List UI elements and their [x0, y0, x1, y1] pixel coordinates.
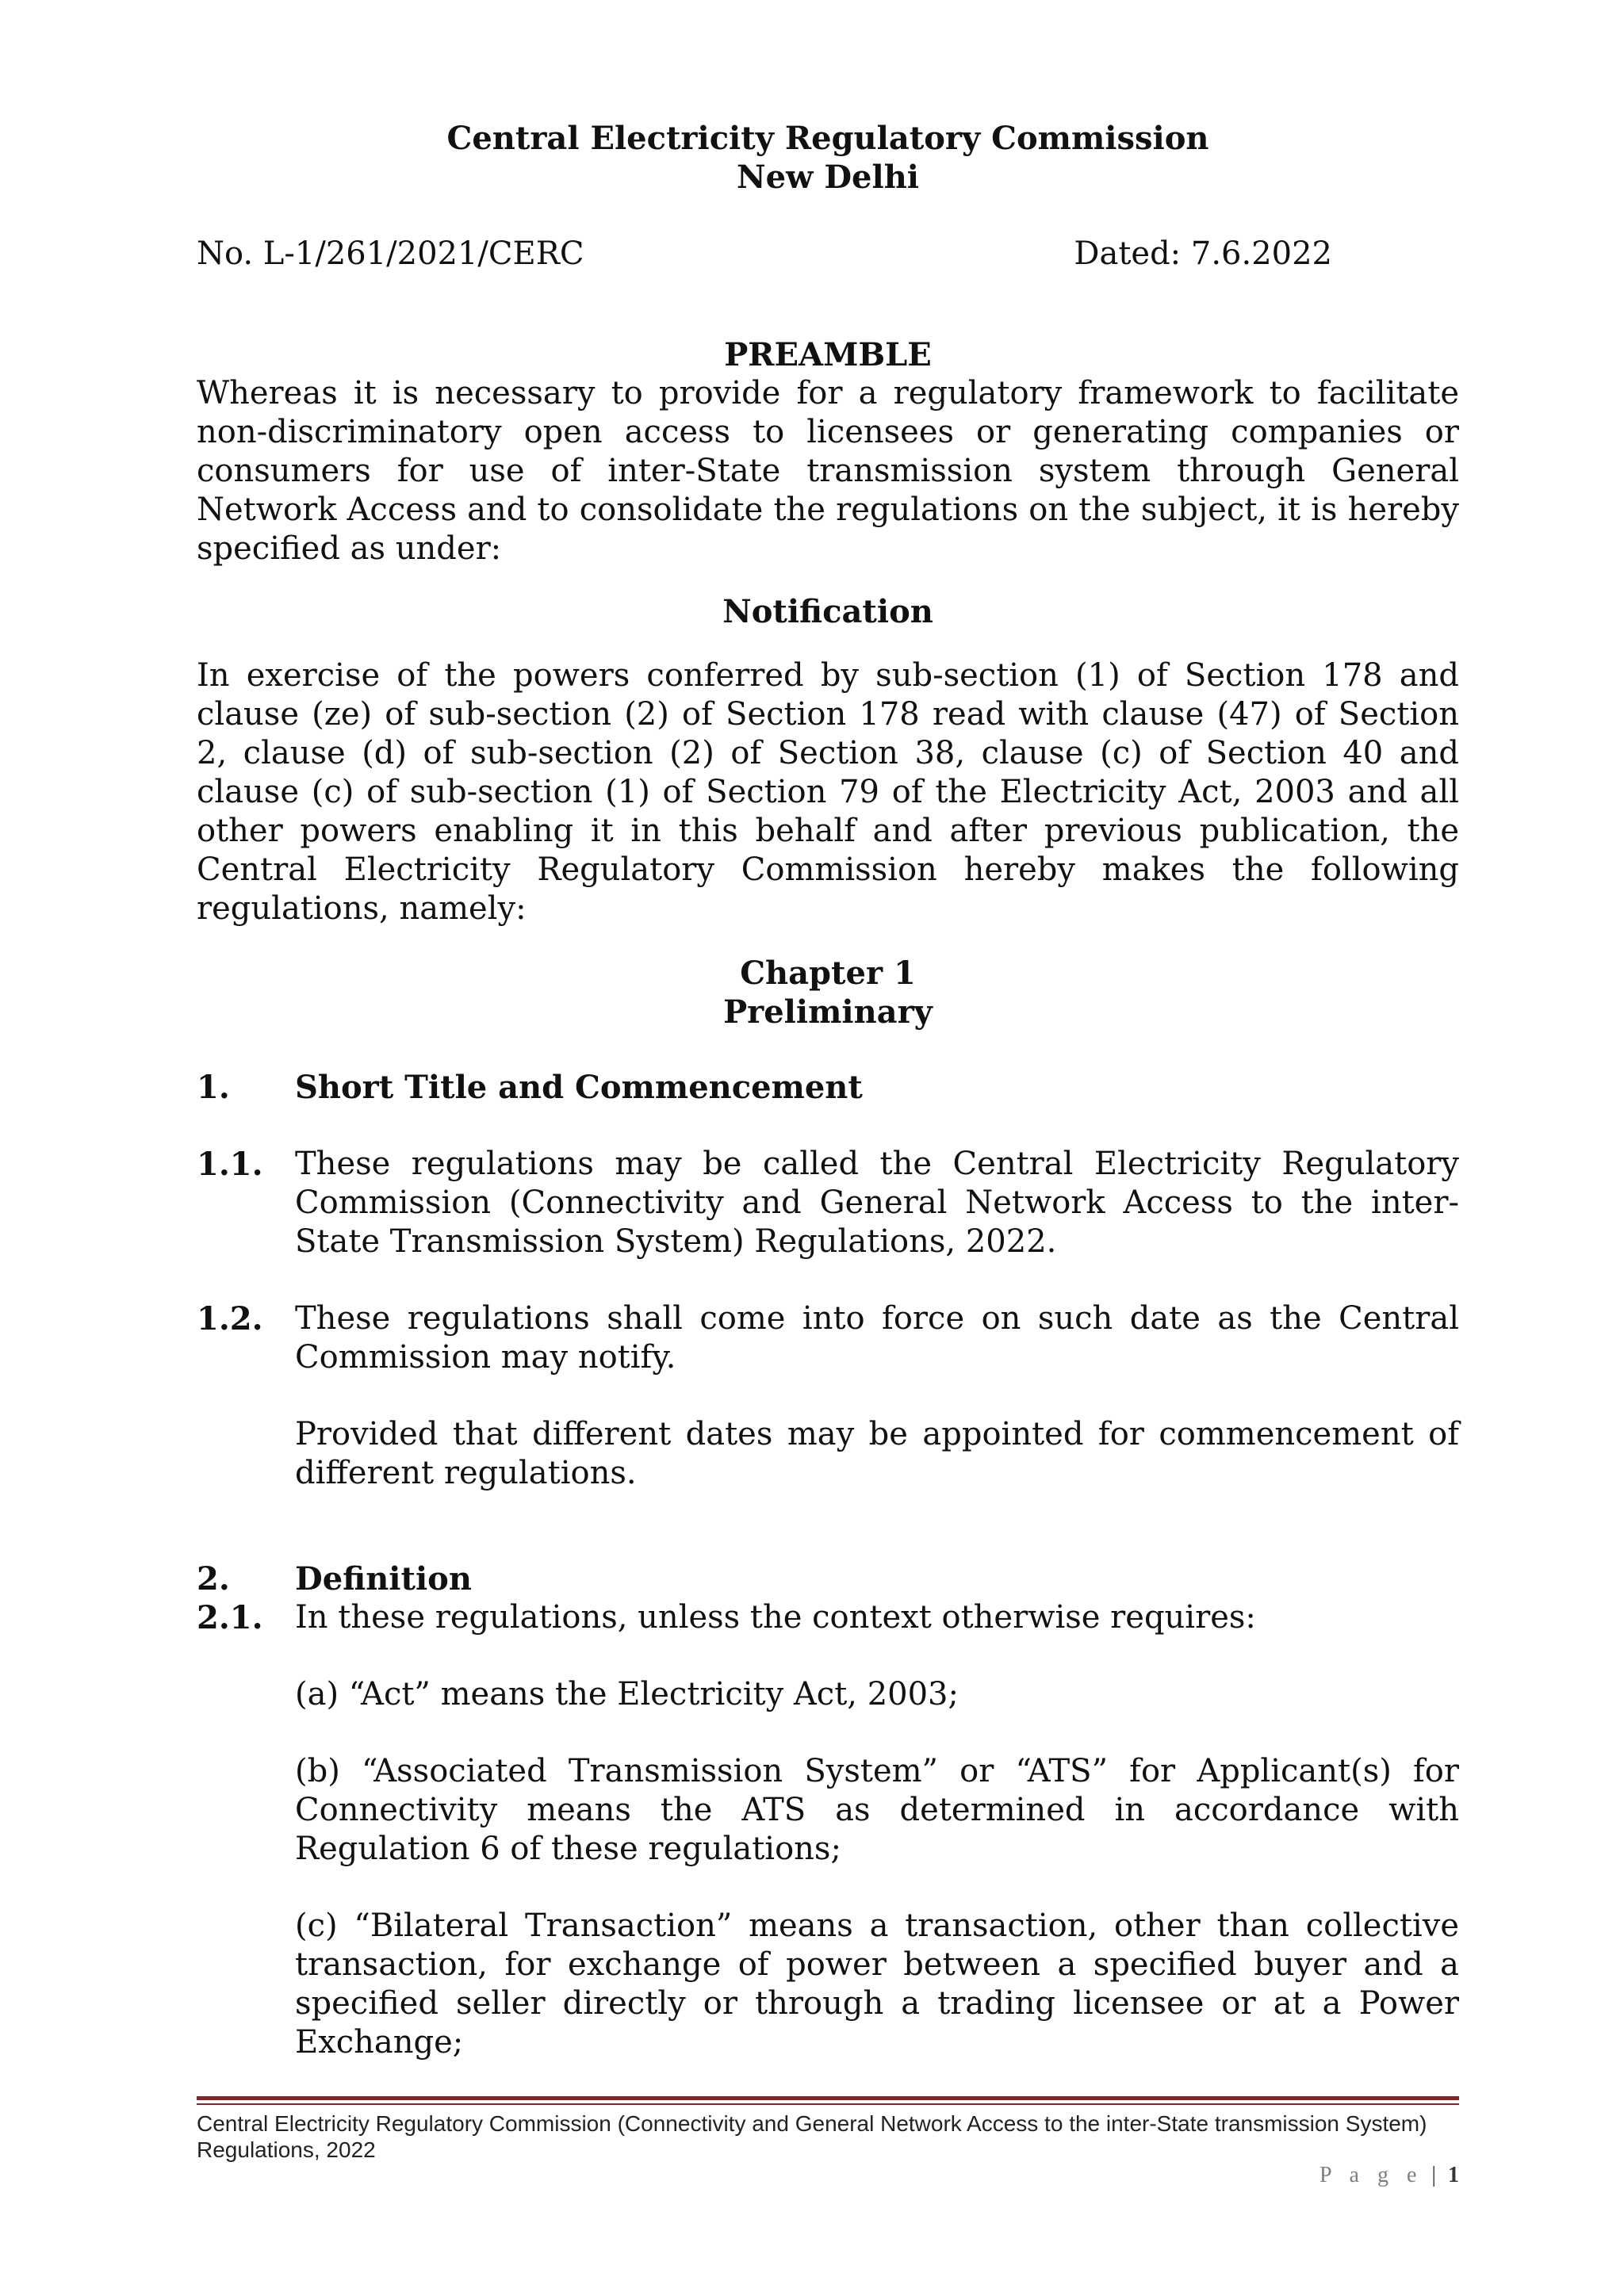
notification-heading: Notification — [722, 593, 933, 630]
section-1-title: Short Title and Commencement — [295, 1069, 863, 1106]
clause-1-2-proviso: Provided that different dates may be appointed for commencement of different regulations. — [295, 1416, 1459, 1491]
page-number: 1 — [1448, 2163, 1459, 2187]
section-2-heading — [197, 1559, 1459, 1598]
chapter-number: Chapter 1 — [740, 955, 916, 992]
reference-date: Dated: 7.6.2022 — [1074, 235, 1332, 272]
clause-1-2 — [197, 1299, 1459, 1377]
page-number-block — [1320, 2163, 1459, 2188]
clause-1-2-number: 1.2. — [197, 1300, 263, 1337]
clause-2-1 — [197, 1598, 1459, 1637]
chapter-title: Preliminary — [723, 993, 933, 1031]
clause-2-1-number: 2.1. — [197, 1599, 263, 1636]
clause-1-1-number: 1.1. — [197, 1146, 263, 1183]
section-1-number: 1. — [197, 1069, 230, 1106]
clause-1-1 — [197, 1145, 1459, 1261]
issuer-city: New Delhi — [737, 159, 919, 196]
preamble-heading: PREAMBLE — [724, 336, 932, 373]
page-label: P a g e — [1320, 2163, 1423, 2187]
reference-number: No. L-1/261/2021/CERC — [197, 235, 584, 272]
section-2-title: Definition — [295, 1560, 472, 1598]
footer-divider — [197, 2096, 1459, 2100]
reference-row — [197, 235, 1459, 274]
issuer-name: Central Electricity Regulatory Commission — [446, 120, 1209, 157]
footer-divider-thin — [197, 2103, 1459, 2105]
definition-b: (b) “Associated Transmission System” or “ATS” for Applicant(s) for Connectivity means the ATS as determined in accordance with Regulation 6 of these regulations; — [295, 1753, 1459, 1867]
chapter-heading — [197, 954, 1459, 1031]
page-separator: | — [1431, 2163, 1436, 2187]
clause-2-1-text: In these regulations, unless the context otherwise requires: — [295, 1599, 1256, 1636]
page-body — [197, 119, 1459, 2062]
clause-1-1-text: These regulations may be called the Central Electricity Regulatory Commission (Connectivity and General Network Access to the inter-State Transmission System) Regulations, 2022. — [295, 1146, 1459, 1260]
preamble-text: Whereas it is necessary to provide for a regulatory framework to facilitate non-discriminatory open access to licensees or generating companies or consumers for use of inter-State transmission system through General Network Access and to consolidate the regulations on the subject, it is hereby specified as under: — [197, 375, 1459, 567]
issuer-header — [197, 119, 1459, 197]
definition-a: (a) “Act” means the Electricity Act, 2003; — [295, 1676, 959, 1712]
clause-1-2-text: These regulations shall come into force on such date as the Central Commission may notify. — [295, 1300, 1459, 1376]
footer-title: Central Electricity Regulatory Commission (Connectivity and General Network Access to the inter-State transmission System) Regulations, 2022 — [197, 2111, 1427, 2162]
notification-text: In exercise of the powers conferred by sub-section (1) of Section 178 and clause (ze) of sub-section (2) of Section 178 read with clause (47) of Section 2, clause (d) of sub-section (2) of Section 38, clause (c) of Section 40 and clause (c) of sub-section (1) of Section 79 of the Electricity Act, 2003 and all other powers enabling it in this behalf and after previous publication, the Central Electricity Regulatory Commission hereby makes the following regulations, namely: — [197, 657, 1459, 927]
section-1-heading — [197, 1068, 1459, 1107]
section-2-number: 2. — [197, 1560, 230, 1598]
definition-c: (c) “Bilateral Transaction” means a transaction, other than collective transaction, for exchange of power between a specified buyer and a specified seller directly or through a trading licensee or at a Power Exchange; — [295, 1908, 1459, 2061]
